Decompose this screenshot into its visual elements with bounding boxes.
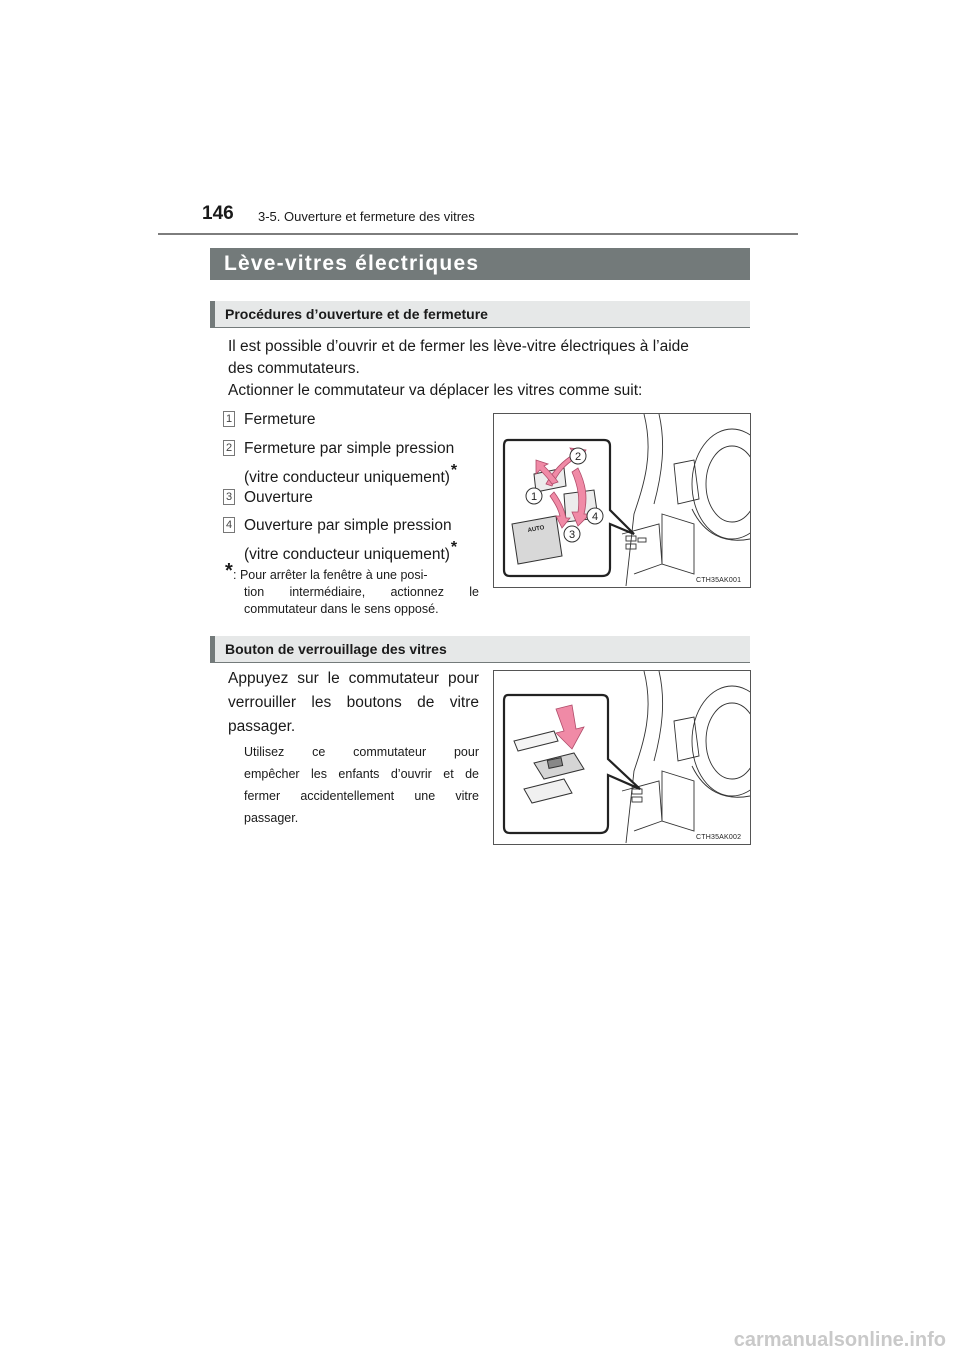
step-number: 3 (223, 489, 235, 505)
running-head: 3-5. Ouverture et fermeture des vitres (258, 209, 475, 224)
lock-text-line-1: Appuyez sur le commutateur pour (228, 670, 479, 687)
procedures-heading: Procédures d’ouverture et de fermeture (210, 301, 750, 328)
lock-note-line-3: fermer accidentellement une vitre (244, 789, 479, 803)
lock-note-line-4: passager. (244, 811, 299, 825)
auto-switch-label: AUTO (527, 525, 545, 534)
watermark: carmanualsonline.info (733, 1329, 946, 1351)
page-number: 146 (202, 203, 234, 224)
step-label: Ouverture par simple pression (244, 517, 452, 534)
figure-code: CTH35AK002 (696, 834, 742, 841)
lock-text-line-2: verrouiller les boutons de vitre (228, 694, 479, 711)
lock-note-line-1: Utilisez ce commutateur pour (244, 745, 479, 759)
asterisk-mark: * (450, 539, 458, 556)
step-label: Ouverture (244, 489, 313, 506)
window-switch-illustration (494, 414, 750, 587)
step-number: 4 (223, 517, 235, 533)
intro-line-2: des commutateurs. (228, 360, 360, 377)
footnote-line-1: : Pour arrêter la fenêtre à une posi- (233, 568, 428, 582)
asterisk-mark: * (450, 462, 458, 479)
figure-label: 2 (574, 451, 582, 463)
lock-note-line-2: empêcher les enfants d’ouvrir et de (244, 767, 479, 781)
figure-code: CTH35AK001 (696, 577, 742, 584)
step-number: 2 (223, 440, 235, 456)
lock-text-line-3: passager. (228, 718, 296, 735)
step-qualifier: (vitre conducteur uniquement)* (244, 462, 458, 486)
intro-line-3: Actionner le commutateur va déplacer les vitres comme suit: (228, 382, 643, 399)
intro-line-1: Il est possible d’ouvrir et de fermer les lève-vitre électriques à l’aide (228, 338, 689, 355)
lock-switch-figure (493, 670, 751, 845)
step-label: Fermeture par simple pression (244, 440, 455, 457)
section-title: Lève-vitres électriques (210, 248, 750, 280)
window-switch-figure (493, 413, 751, 588)
footnote-asterisk: * (225, 560, 233, 582)
lock-switch-illustration (494, 671, 750, 844)
footnote-line-2: tion intermédiaire, actionnez le (244, 585, 479, 599)
step-label: Fermeture (244, 411, 316, 428)
step-qualifier: (vitre conducteur uniquement)* (244, 539, 458, 563)
figure-label: 1 (530, 491, 538, 503)
figure-label: 3 (568, 529, 576, 541)
footnote-line-3: commutateur dans le sens opposé. (244, 602, 439, 616)
step-number: 1 (223, 411, 235, 427)
header-rule (158, 233, 798, 235)
lock-heading: Bouton de verrouillage des vitres (210, 636, 750, 663)
figure-label: 4 (591, 511, 599, 523)
